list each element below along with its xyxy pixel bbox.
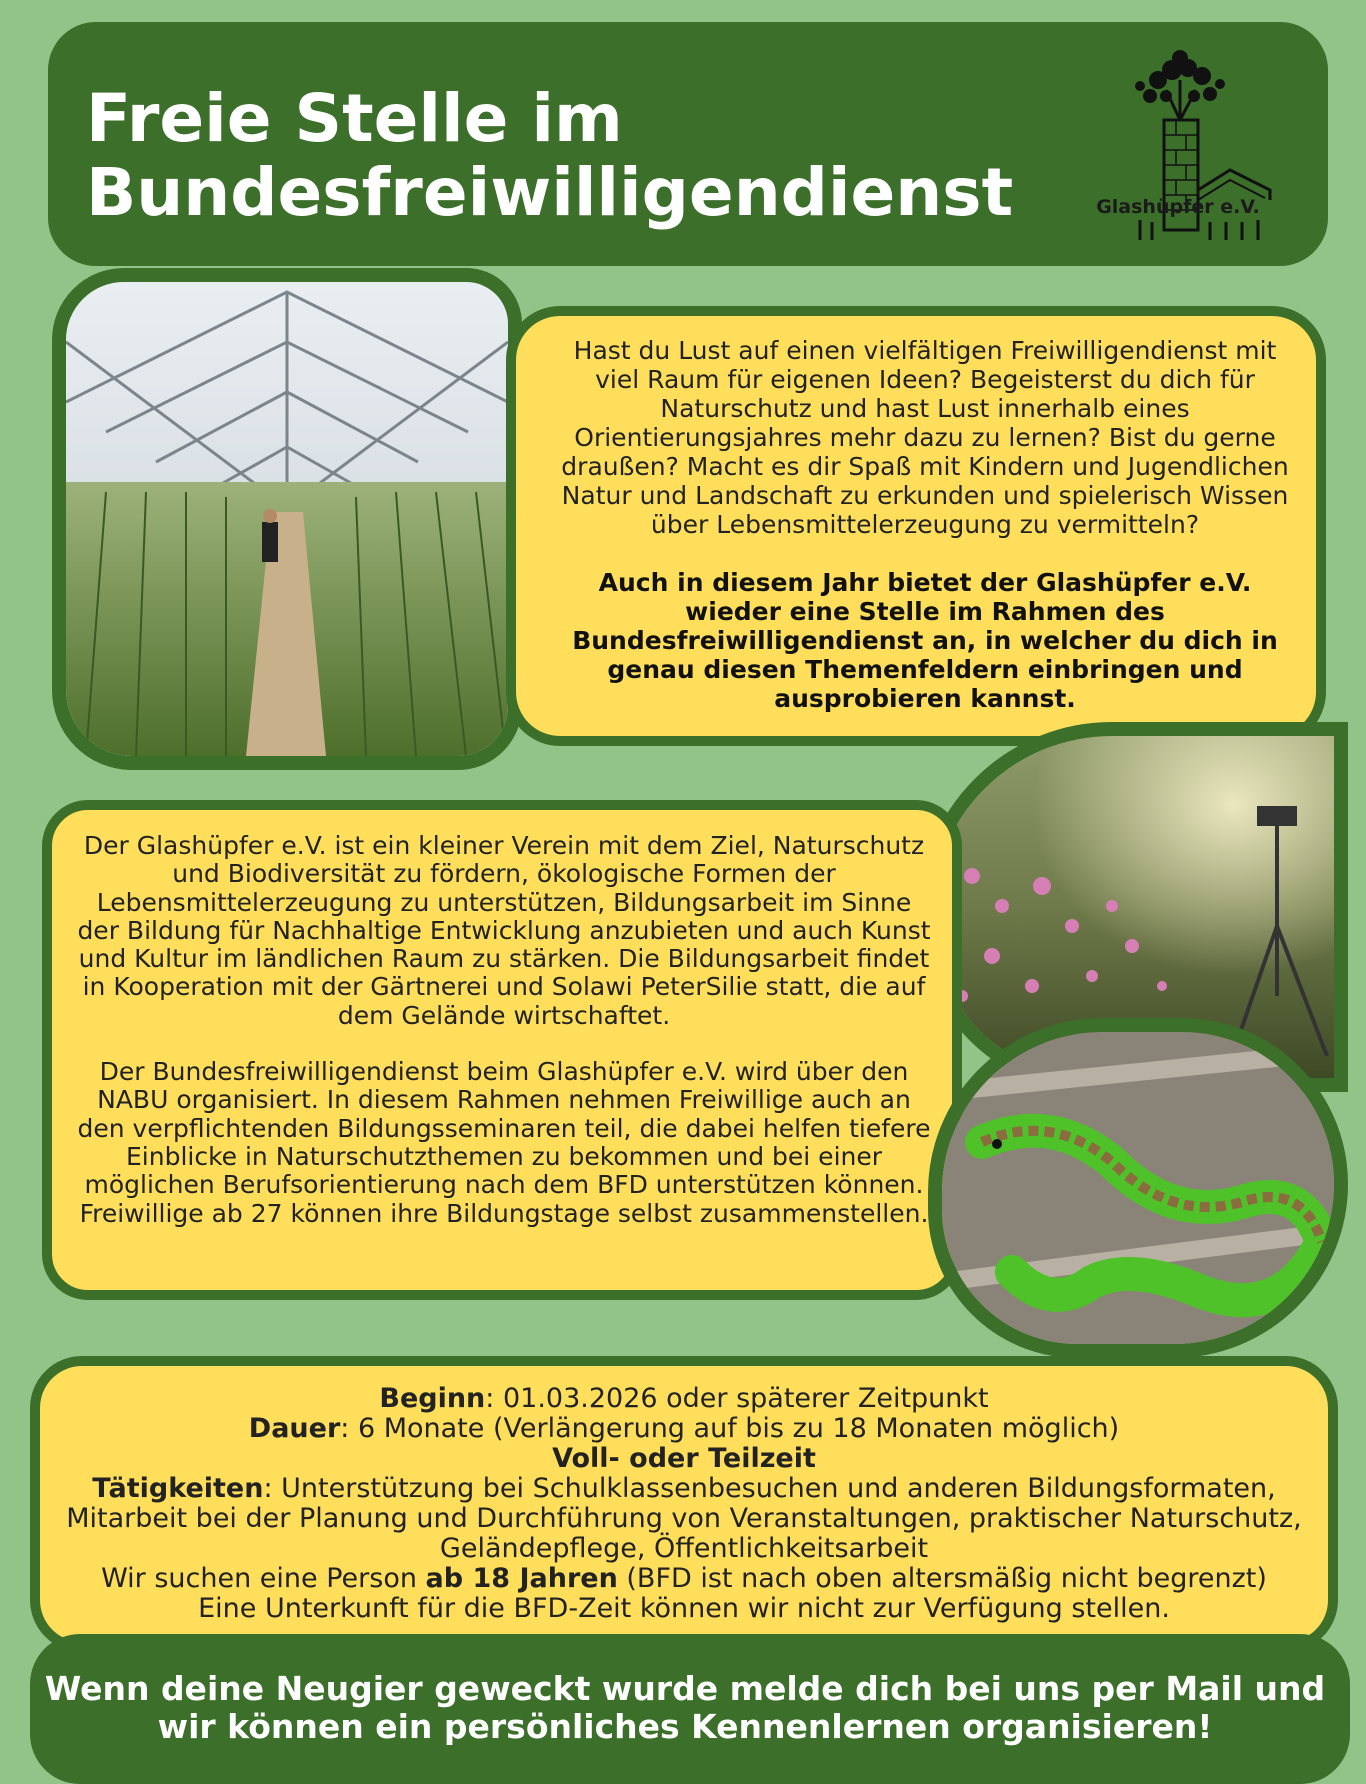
title-line-1: Freie Stelle im: [86, 80, 623, 157]
arbeitszeit-line: [48, 1444, 1320, 1474]
page-title: [86, 82, 1016, 230]
glashuepfer-logo: [1080, 40, 1280, 250]
about-paragraph-1: Der Glashüpfer e.V. ist ein kleiner Verein mit dem Ziel, Naturschutz und Biodiversität zu fördern, ökologische Formen der Lebensmittelerzeugung zu unterstützen, Bildungsarbeit im Sinne der Bildung für Nachhaltige Entwicklung anzubieten und auch Kunst und Kultur im ländlichen Raum zu stärken. Die Bildungsarbeit findet in Kooperation mit der Gärtnerei und Solawi PeterSilie statt, die auf dem Gelände wirtschaftet.: [77, 831, 931, 1030]
alter-line: [48, 1564, 1320, 1594]
greenhouse-photo: [52, 268, 522, 770]
lizard-photo: [928, 1018, 1348, 1358]
taetigkeiten-line: [48, 1474, 1320, 1564]
alter-suffix: (BFD ist nach oben altersmäßig nicht begrenzt): [617, 1563, 1267, 1594]
beginn-value: : 01.03.2026 oder späterer Zeitpunkt: [485, 1383, 989, 1414]
dauer-label: Dauer: [248, 1413, 341, 1444]
about-panel: [42, 800, 962, 1300]
beginn-line: [48, 1384, 1320, 1414]
taetigkeiten-value: : Unterstützung bei Schulklassenbesuchen und anderen Bildungsformaten, Mitarbeit bei der Planung und Durchführung von Veranstaltungen, praktischer Naturschutz, Geländepflege, Öffentlichkeitsarbeit: [66, 1473, 1302, 1564]
intro-highlight: Auch in diesem Jahr bietet der Glashüpfer e.V. wieder eine Stelle im Rahmen des Bundesfreiwilligendienst an, in welcher du dich in genau diesen Themenfeldern einbringen und ausprobieren kannst.: [572, 568, 1278, 713]
logo-text: Glashüpfer e.V.: [1096, 196, 1260, 218]
unterkunft-line: Eine Unterkunft für die BFD-Zeit können wir nicht zur Verfügung stellen.: [198, 1593, 1170, 1624]
dauer-value: : 6 Monate (Verlängerung auf bis zu 18 Monaten möglich): [340, 1413, 1120, 1444]
title-line-2: Bundesfreiwilligendienst: [86, 154, 1014, 231]
arbeitszeit-value: Voll- oder Teilzeit: [552, 1443, 816, 1474]
intro-paragraph: Hast du Lust auf einen vielfältigen Freiwilligendienst mit viel Raum für eigenen Ideen? Begeisterst du dich für Naturschutz und hast Lust innerhalb eines Orientierungsjahres mehr dazu zu lernen? Bist du gerne draußen? Macht es dir Spaß mit Kindern und Jugendlichen Natur und Landschaft zu erkunden und spielerisch Wissen über Lebensmittelerzeugung zu vermitteln?: [561, 336, 1289, 539]
beginn-label: Beginn: [379, 1383, 486, 1414]
alter-bold: ab 18 Jahren: [425, 1563, 618, 1594]
footer-cta: Wenn deine Neugier geweckt wurde melde dich bei uns per Mail und wir können ein persönliches Kennenlernen organisieren!: [44, 1669, 1326, 1746]
details-panel: [30, 1356, 1338, 1652]
about-paragraph-2: Der Bundesfreiwilligendienst beim Glashüpfer e.V. wird über den NABU organisiert. In diesem Rahmen nehmen Freiwillige auch an den verpflichtenden Bildungsseminaren teil, die dabei helfen tiefere Einblicke in Naturschutzthemen zu bekommen und bei einer möglichen Berufsorientierung nach dem BFD unterstützen können. Freiwillige ab 27 können ihre Bildungstage selbst zusammenstellen.: [77, 1057, 931, 1228]
taetigkeiten-label: Tätigkeiten: [92, 1473, 264, 1504]
alter-prefix: Wir suchen eine Person: [101, 1563, 426, 1594]
dauer-line: [48, 1414, 1320, 1444]
intro-panel: [506, 306, 1326, 746]
